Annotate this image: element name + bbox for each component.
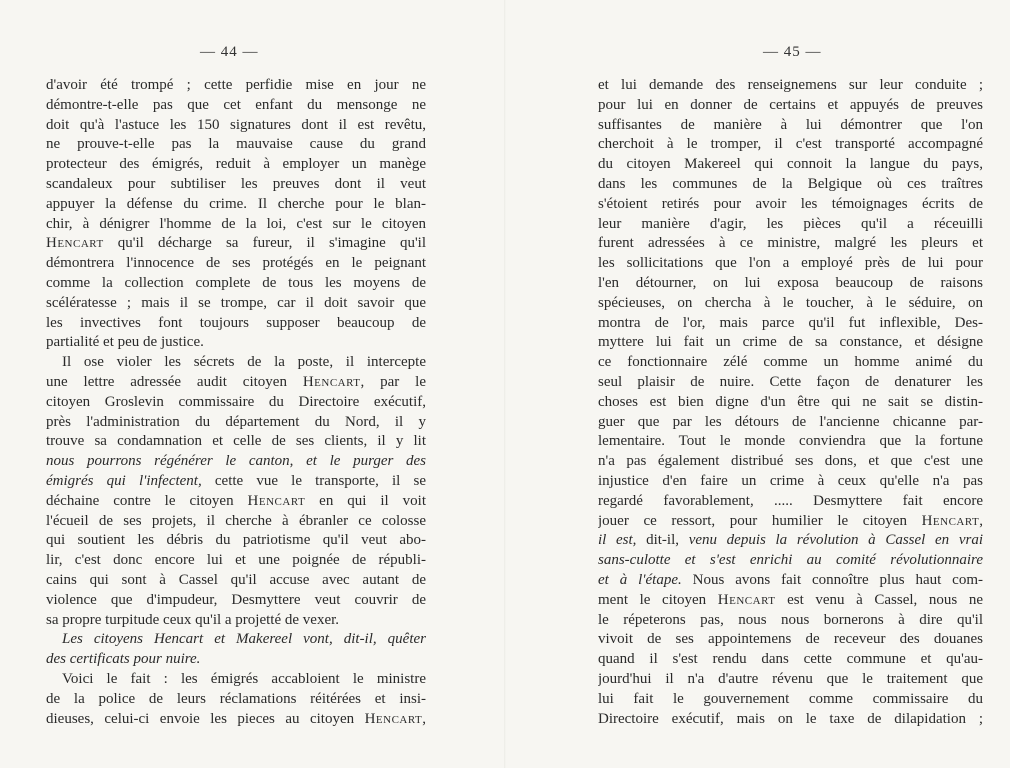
- text-segment: cains qui sont à Cassel qu'il accuse avec autant de: [46, 571, 426, 588]
- text-line: [46, 512, 426, 532]
- text-segment: choses est bien digne d'un être qui ne sait se distin-: [598, 393, 983, 410]
- text-segment: les invectives font toujours supposer beaucoup de: [46, 314, 426, 331]
- small-caps-name: Hencart: [46, 235, 104, 252]
- text-line: [46, 294, 426, 314]
- text-segment: qu'il décharge sa fureur, il s'imagine qu'il: [103, 235, 426, 252]
- text-line: [598, 314, 983, 334]
- text-line: [46, 175, 426, 195]
- text-segment: spécieuses, on chercha à le toucher, à le séduire, on: [598, 294, 983, 311]
- text-line: [598, 512, 983, 532]
- text-line: [598, 96, 983, 116]
- text-line: [46, 492, 426, 512]
- text-line: [46, 432, 426, 452]
- text-line: [46, 670, 426, 690]
- text-line: [598, 591, 983, 611]
- text-segment: seul plaisir de nuire. Cette façon de denaturer les: [598, 373, 983, 390]
- text-line: [46, 551, 426, 571]
- text-line: [598, 195, 983, 215]
- text-line: [598, 611, 983, 631]
- text-line: [46, 135, 426, 155]
- text-segment: démontrera l'innocence de ses protégés en le peignant: [46, 255, 426, 272]
- text-line: [46, 650, 426, 670]
- text-segment: qui soutient les débris du patriotisme qu'il veut abo-: [46, 532, 426, 549]
- text-segment: d'avoir été trompé ; cette perfidie mise en jour ne: [46, 77, 426, 93]
- text-line: [598, 353, 983, 373]
- page-number-left: — 44 —: [200, 44, 259, 60]
- text-segment: de la police de leurs réclamations réitérées et insi-: [46, 690, 426, 707]
- text-segment: l'en détourner, on lui exposa beaucoup de raisons: [598, 274, 983, 291]
- small-caps-name: Hencart: [717, 591, 776, 608]
- text-segment: et lui demande des renseignemens sur leur conduite ;: [598, 77, 983, 93]
- italic-text: sans-culotte et s'est enrichi au comité révolutionnaire: [598, 552, 983, 569]
- text-segment: n'a pas également distribué ses dons, et que c'est une: [598, 453, 983, 470]
- text-line: [598, 432, 983, 452]
- left-page-text: [46, 76, 426, 729]
- text-line: [598, 413, 983, 433]
- text-segment: regardé favorablement, ..... Desmyttere fait encore: [598, 492, 983, 509]
- text-line: [598, 333, 983, 353]
- text-line: [46, 393, 426, 413]
- text-segment: partialité et peu de justice.: [46, 334, 204, 351]
- text-segment: quand il s'est rendu dans cette commune et qu'au-: [598, 651, 983, 668]
- text-segment: près l'administration du département du Nord, il y: [46, 413, 426, 430]
- italic-text: il est,: [598, 532, 637, 549]
- text-line: [598, 492, 983, 512]
- italic-text: nous pourrons régénérer le canton, et le purger des: [46, 453, 426, 470]
- italic-text: des certificats pour nuire.: [46, 651, 201, 668]
- text-line: [46, 116, 426, 136]
- text-line: [598, 254, 983, 274]
- text-segment: violence que d'impudeur, Desmyttere veut couvrir de: [46, 591, 426, 608]
- text-segment: comme la collection complete de tous les moyens de: [46, 274, 426, 291]
- text-line: [598, 234, 983, 254]
- text-line: [598, 215, 983, 235]
- text-segment: ,: [979, 512, 983, 529]
- right-page: [505, 0, 1010, 768]
- text-line: [46, 254, 426, 274]
- text-line: [598, 531, 983, 551]
- italic-text: Les citoyens Hencart et Makereel vont, dit-il, quêter: [62, 631, 426, 648]
- text-segment: Directoire exécutif, mais on le taxe de dilapidation ;: [598, 710, 983, 727]
- italic-text: venu depuis la révolution à Cassel en vrai: [688, 532, 983, 549]
- text-line: [46, 96, 426, 116]
- italic-text: et à l'étape.: [598, 571, 682, 588]
- text-segment: ce fonctionnaire zélé comme un homme animé du: [598, 354, 983, 371]
- text-segment: du citoyen Makereel qui connoit la langue du pays,: [598, 156, 983, 173]
- text-segment: dans les communes de la Belgique où ces traîtres: [598, 175, 983, 192]
- text-segment: , par le: [360, 373, 426, 390]
- text-line: [598, 630, 983, 650]
- text-segment: doit qu'à l'astuce les 150 signatures dont il est revêtu,: [46, 116, 426, 133]
- text-segment: cette vue le transporte, il se: [201, 472, 426, 489]
- text-segment: furent adressées à ce ministre, malgré les pleurs et: [598, 235, 983, 252]
- text-segment: démontre-t-elle pas que cet enfant du mensonge ne: [46, 96, 426, 113]
- text-line: [598, 710, 983, 730]
- right-page-text: [598, 76, 983, 729]
- text-segment: lir, c'est donc encore lui et une poignée de républi-: [46, 552, 426, 569]
- text-segment: appuyer la défense du crime. Il cherche pour le blan-: [46, 195, 426, 212]
- text-segment: Nous avons fait connoître plus haut com-: [681, 571, 983, 588]
- text-segment: jouer ce ressort, pour humilier le citoyen: [598, 512, 922, 529]
- text-segment: ,: [422, 710, 426, 727]
- text-line: [46, 571, 426, 591]
- text-segment: lementaire. Tout le monde conviendra que la fortune: [598, 433, 983, 450]
- text-segment: l'écueil de ses projets, il cherche à ébranler ce colosse: [46, 512, 426, 529]
- text-segment: scélératesse ; mais il se trompe, car il doit savoir que: [46, 294, 426, 311]
- text-segment: myttere lui fait un crime de sa constance, et désigne: [598, 334, 983, 351]
- text-line: [46, 333, 426, 353]
- text-line: [598, 690, 983, 710]
- text-segment: scandaleux pour subtiliser les preuves dont il veut: [46, 175, 426, 192]
- text-segment: Il ose violer les sécrets de la poste, il intercepte: [62, 354, 426, 371]
- text-line: [46, 630, 426, 650]
- text-line: [598, 571, 983, 591]
- text-line: [46, 76, 426, 96]
- text-segment: en qui il voit: [305, 492, 426, 509]
- text-segment: citoyen Groslevin commissaire du Directoire exécutif,: [46, 393, 426, 410]
- text-line: [46, 710, 426, 730]
- text-segment: Voici le fait : les émigrés accabloient le ministre: [62, 670, 426, 687]
- text-segment: déchaine contre le citoyen: [46, 492, 248, 509]
- text-segment: trouve sa condamnation et celle de ses clients, il y lit: [46, 433, 426, 450]
- text-segment: cherchoit à le tromper, il c'est transporté accompagné: [598, 136, 983, 153]
- small-caps-name: Hencart: [364, 710, 423, 727]
- text-segment: jourd'hui il n'a d'autre révenu que le traitement que: [598, 670, 983, 687]
- text-segment: s'étoient retirés pour avoir les témoignages écrits de: [598, 195, 983, 212]
- text-line: [46, 611, 426, 631]
- text-line: [598, 452, 983, 472]
- text-line: [598, 274, 983, 294]
- text-line: [598, 393, 983, 413]
- text-line: [46, 314, 426, 334]
- text-line: [598, 551, 983, 571]
- text-line: [46, 690, 426, 710]
- text-segment: vivoit de ses appointemens de receveur des douanes: [598, 631, 983, 648]
- small-caps-name: Hencart: [247, 492, 306, 509]
- text-line: [598, 155, 983, 175]
- text-line: [598, 373, 983, 393]
- text-line: [46, 413, 426, 433]
- text-line: [46, 531, 426, 551]
- text-segment: leur manière d'agir, les pièces qu'il a réceuilli: [598, 215, 983, 232]
- text-segment: ne prouve-t-elle pas la mauvaise cause du grand: [46, 136, 426, 153]
- text-segment: injustice d'en faire un crime à ceux qu'elle n'a pas: [598, 472, 983, 489]
- text-line: [598, 175, 983, 195]
- text-segment: les sollicitations que l'on a employé près de lui pour: [598, 255, 983, 272]
- text-segment: est venu à Cassel, nous ne: [775, 591, 983, 608]
- text-line: [46, 155, 426, 175]
- text-segment: suffisantes de manière à lui démontrer que l'on: [598, 116, 983, 133]
- text-line: [46, 274, 426, 294]
- italic-text: émigrés qui l'infectent,: [46, 472, 202, 489]
- text-segment: le répeterons pas, nous nous bornerons à dire qu'il: [598, 611, 983, 628]
- text-line: [46, 353, 426, 373]
- text-line: [46, 195, 426, 215]
- text-line: [598, 294, 983, 314]
- text-line: [598, 472, 983, 492]
- text-segment: sa propre turpitude ceux qu'il a projetté de vexer.: [46, 611, 340, 628]
- text-line: [46, 452, 426, 472]
- text-segment: dit-il,: [636, 532, 689, 549]
- text-line: [46, 591, 426, 611]
- text-line: [46, 472, 426, 492]
- text-line: [598, 76, 983, 96]
- text-line: [46, 215, 426, 235]
- text-segment: pour lui en donner de certains et appuyés de preuves: [598, 96, 983, 113]
- text-segment: protecteur des émigrés, reduit à employer un manège: [46, 156, 426, 173]
- text-line: [598, 670, 983, 690]
- text-line: [46, 234, 426, 254]
- text-line: [598, 116, 983, 136]
- text-segment: dieuses, celui-ci envoie les pieces au citoyen: [46, 710, 365, 727]
- page-number-right: — 45 —: [763, 44, 822, 60]
- text-line: [598, 135, 983, 155]
- text-line: [46, 373, 426, 393]
- text-segment: guer que par les détours de l'ancienne chicanne par-: [598, 413, 983, 430]
- text-line: [598, 650, 983, 670]
- text-segment: lui fait le gouvernement comme commissaire du: [598, 690, 983, 707]
- small-caps-name: Hencart: [921, 512, 980, 529]
- text-segment: une lettre adressée audit citoyen: [46, 373, 303, 390]
- text-segment: montra de l'or, mais parce qu'il fut inflexible, Des-: [598, 314, 983, 331]
- text-segment: chir, à dénigrer l'homme de la loi, c'est sur le citoyen: [46, 215, 426, 232]
- text-segment: ment le citoyen: [598, 591, 718, 608]
- small-caps-name: Hencart: [302, 373, 361, 390]
